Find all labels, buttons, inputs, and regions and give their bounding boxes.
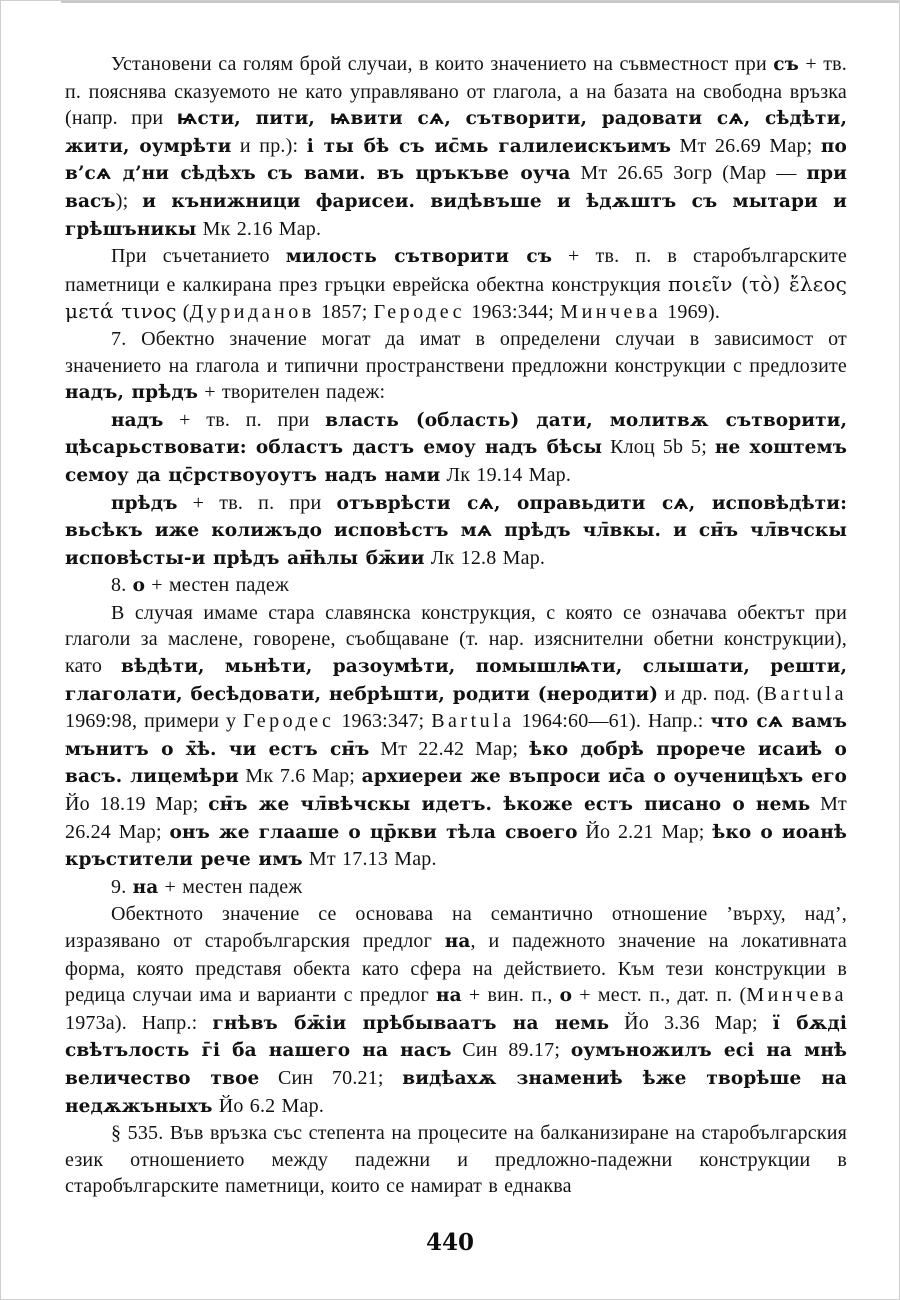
old-bulgarian-text-run: надъ, прѣдъ bbox=[65, 382, 199, 404]
text-run: 1963:347; bbox=[334, 710, 432, 733]
spaced-name-run: Bartula bbox=[431, 710, 515, 733]
spaced-name-run: Bartula bbox=[763, 682, 847, 705]
text-run: Йо 2.21 Мар; bbox=[577, 820, 713, 843]
old-bulgarian-text-run: о bbox=[559, 985, 573, 1007]
old-bulgarian-text-run: онъ же глааше о цр̄кви тѣла своего bbox=[169, 821, 578, 843]
text-run: + творителен падеж: bbox=[198, 381, 386, 404]
old-bulgarian-text-run: гнѣвъ бж̄іи прѣбываатъ на немь bbox=[212, 1012, 610, 1034]
paragraph bbox=[65, 243, 847, 326]
old-bulgarian-text-run: ѩсти, пити, ѩвити сѧ, сътворити, радовати сѧ, сѣдѣти, жити, оумрѣти bbox=[65, 108, 847, 157]
text-run: Мк 2.16 Мар. bbox=[196, 217, 322, 240]
text-run: Йо 18.19 Мар; bbox=[65, 793, 209, 816]
greek-text-run: ποιεῖν (τὸ) ἔλεος μετά τινος bbox=[65, 271, 847, 324]
paragraph bbox=[65, 572, 847, 600]
old-bulgarian-text-run: на bbox=[435, 985, 462, 1007]
old-bulgarian-text-run: оумъножилъ есі на мнѣ величество твое bbox=[65, 1040, 848, 1089]
text-run: Йо 6.2 Мар. bbox=[212, 1094, 325, 1117]
text-run: ( bbox=[176, 301, 190, 324]
text-run: 1963:344; bbox=[464, 301, 561, 324]
text-run: 1857; bbox=[314, 301, 374, 324]
paragraph bbox=[65, 874, 847, 902]
spaced-name-run: Минчева bbox=[560, 301, 661, 324]
text-run: Мт 26.69 Мар; bbox=[671, 134, 821, 157]
spaced-name-run: Минчева bbox=[746, 984, 848, 1007]
text-block bbox=[65, 51, 847, 1200]
text-run: Мт 17.13 Мар. bbox=[302, 848, 437, 871]
old-bulgarian-text-run: ѣко о иоанѣ кръстители рече имъ bbox=[65, 821, 848, 871]
text-run: + тв. п. в старобългарските паметници е калкирана през гръцки еврейска обектна конструкция bbox=[65, 245, 847, 296]
text-run: 1964:60—61). Напр.: bbox=[514, 710, 711, 733]
text-run: + вин. п., bbox=[461, 984, 560, 1007]
text-run: Йо 3.36 Мар; bbox=[609, 1011, 773, 1034]
old-bulgarian-text-run: по в’сѧ д’ни сѣдѣхъ съ вами. въ цръкъве оуча bbox=[65, 135, 847, 185]
text-run: В случая имаме стара славянска конструкция, с която се означава обектът при глаголи за маслене, говорене, съобщаване (т. нар. изяснителни обетни конструкции), като bbox=[65, 601, 847, 678]
old-bulgarian-text-run: на bbox=[132, 876, 159, 898]
old-bulgarian-text-run: і ты бѣ съ ис̄мь галилеискъимъ bbox=[306, 135, 672, 157]
old-bulgarian-text-run: что сѧ вамъ мънитъ о х̄ѣ. чи естъ сн̄ъ bbox=[65, 711, 847, 760]
text-run: Мк 7.6 Мар; bbox=[238, 765, 362, 788]
spaced-name-run: Дуриданов bbox=[189, 301, 315, 324]
old-bulgarian-text-run: не хоштемъ семоу да цс̄рствоуоутъ надъ нами bbox=[65, 437, 848, 486]
text-run: Установени са голям брой случаи, в които значението на съвместност при bbox=[111, 53, 774, 75]
text-run: + мест. п., дат. п. ( bbox=[572, 984, 747, 1007]
old-bulgarian-text-run: вѣдѣти, мьнѣти, разоумѣти, помышлѩти, слышати, решти, глаголати, бесѣдовати, небрѣшти, родити (неродити) bbox=[65, 656, 848, 705]
paragraph bbox=[65, 490, 847, 573]
text-run: 8. bbox=[111, 574, 133, 597]
text-run: Мт 22.42 Мар; bbox=[369, 737, 530, 760]
old-bulgarian-text-run: ѣко добрѣ прорече исаиѣ о васъ. лицемѣри bbox=[65, 738, 848, 788]
text-run: Лк 12.8 Мар. bbox=[424, 546, 546, 569]
old-bulgarian-text-run: ї бѫді свѣтълость г̄і б̄а нашего на насъ bbox=[65, 1012, 847, 1062]
scan-edge-artifact bbox=[61, 1, 900, 3]
old-bulgarian-text-run: и кънижници фарисеи. видѣвъше и ѣдѫштъ съ мытари и грѣшъникы bbox=[65, 190, 847, 240]
old-bulgarian-text-run: съ bbox=[773, 54, 799, 75]
text-run: 7. Обектно значение могат да имат в определени случаи в зависимост от значението на глагола и типични пространствени предложни конструкции с предлозите bbox=[65, 327, 847, 377]
text-run: + местен падеж bbox=[145, 574, 290, 597]
text-run: и пр.): bbox=[231, 134, 307, 157]
old-bulgarian-text-run: надъ bbox=[111, 409, 164, 431]
text-run: Лк 19.14 Мар. bbox=[440, 463, 572, 486]
text-run: Син 89.17; bbox=[451, 1039, 571, 1062]
old-bulgarian-text-run: прѣдъ bbox=[111, 492, 178, 514]
text-run: + тв. п. при bbox=[177, 491, 337, 514]
text-run: Мт 26.24 Мар; bbox=[65, 793, 847, 843]
old-bulgarian-text-run: милость сътворити съ bbox=[285, 246, 553, 268]
spaced-name-run: Геродес bbox=[373, 301, 465, 324]
text-run: + местен падеж bbox=[158, 875, 303, 898]
old-bulgarian-text-run: на bbox=[444, 931, 471, 952]
old-bulgarian-text-run: видѣахѫ знамениѣ ѣже творѣше на недѫжъныхъ bbox=[65, 1067, 847, 1117]
text-run: Син 70.21; bbox=[259, 1066, 403, 1089]
old-bulgarian-text-run: о bbox=[132, 575, 146, 597]
text-run: Мт 26.65 Зогр (Мар — bbox=[570, 162, 807, 185]
text-run: 1973а). Напр.: bbox=[65, 1011, 213, 1034]
spaced-name-run: Геродес bbox=[243, 710, 335, 733]
old-bulgarian-text-run: при васъ bbox=[65, 163, 847, 212]
text-run: Клоц 5b 5; bbox=[602, 436, 715, 459]
text-run: ); bbox=[115, 189, 143, 212]
text-run: + тв. п. при bbox=[163, 408, 326, 431]
text-run: , и падежното значение на локативната форма, която представя обекта като сфера на действието. Към тези конструкции в редица случаи има и варианти с предлог bbox=[65, 930, 847, 1007]
old-bulgarian-text-run: власть (область) дати, молитвѫ сътворити, цѣсарьствовати: областъ дастъ емоу надъ бѣсы bbox=[65, 409, 847, 459]
page-number: 440 bbox=[425, 1229, 474, 1256]
text-run: При съчетанието bbox=[111, 245, 286, 268]
paragraph bbox=[65, 326, 847, 407]
text-run: и др. под. ( bbox=[658, 682, 764, 705]
paragraph bbox=[65, 51, 847, 243]
text-run: 1969). bbox=[660, 301, 721, 324]
old-bulgarian-text-run: отъврѣсти сѧ, оправьдити сѧ, исповѣдѣти: вьсѣкъ иже колижъдо исповѣстъ мѧ прѣдъ чл̄вкы. и сн̄ъ чл̄вчскы исповѣсты-и прѣдъ ан̄ћлы бж̄ии bbox=[65, 492, 847, 569]
old-bulgarian-text-run: архиереи же въпроси ис̄а о оученицѣхъ его bbox=[361, 766, 847, 788]
paragraph bbox=[65, 1120, 847, 1200]
paragraph bbox=[65, 407, 847, 490]
text-run: Обектното значение се основава на семантично отношение ’върху, над’, изразявано от старобългарския предлог bbox=[65, 903, 847, 952]
text-run: 9. bbox=[111, 875, 133, 898]
paragraph bbox=[65, 901, 847, 1120]
text-run: + тв. п. пояснява сказуемото не като управлявано от глагола, а на базата на свободна връзка (напр. при bbox=[65, 53, 847, 130]
paragraph bbox=[65, 600, 847, 874]
old-bulgarian-text-run: сн̄ъ же чл̄вѣчскы идетъ. ѣкоже естъ писано о немь bbox=[208, 794, 811, 816]
text-run: 1969:98, примери у bbox=[65, 710, 244, 733]
text-run: § 535. Във връзка със степента на процесите на балканизиране на старобългарския език отношението между падежни и предложно-падежни конструкции в старобългарските паметници, които се намират в еднаква bbox=[65, 1122, 847, 1198]
